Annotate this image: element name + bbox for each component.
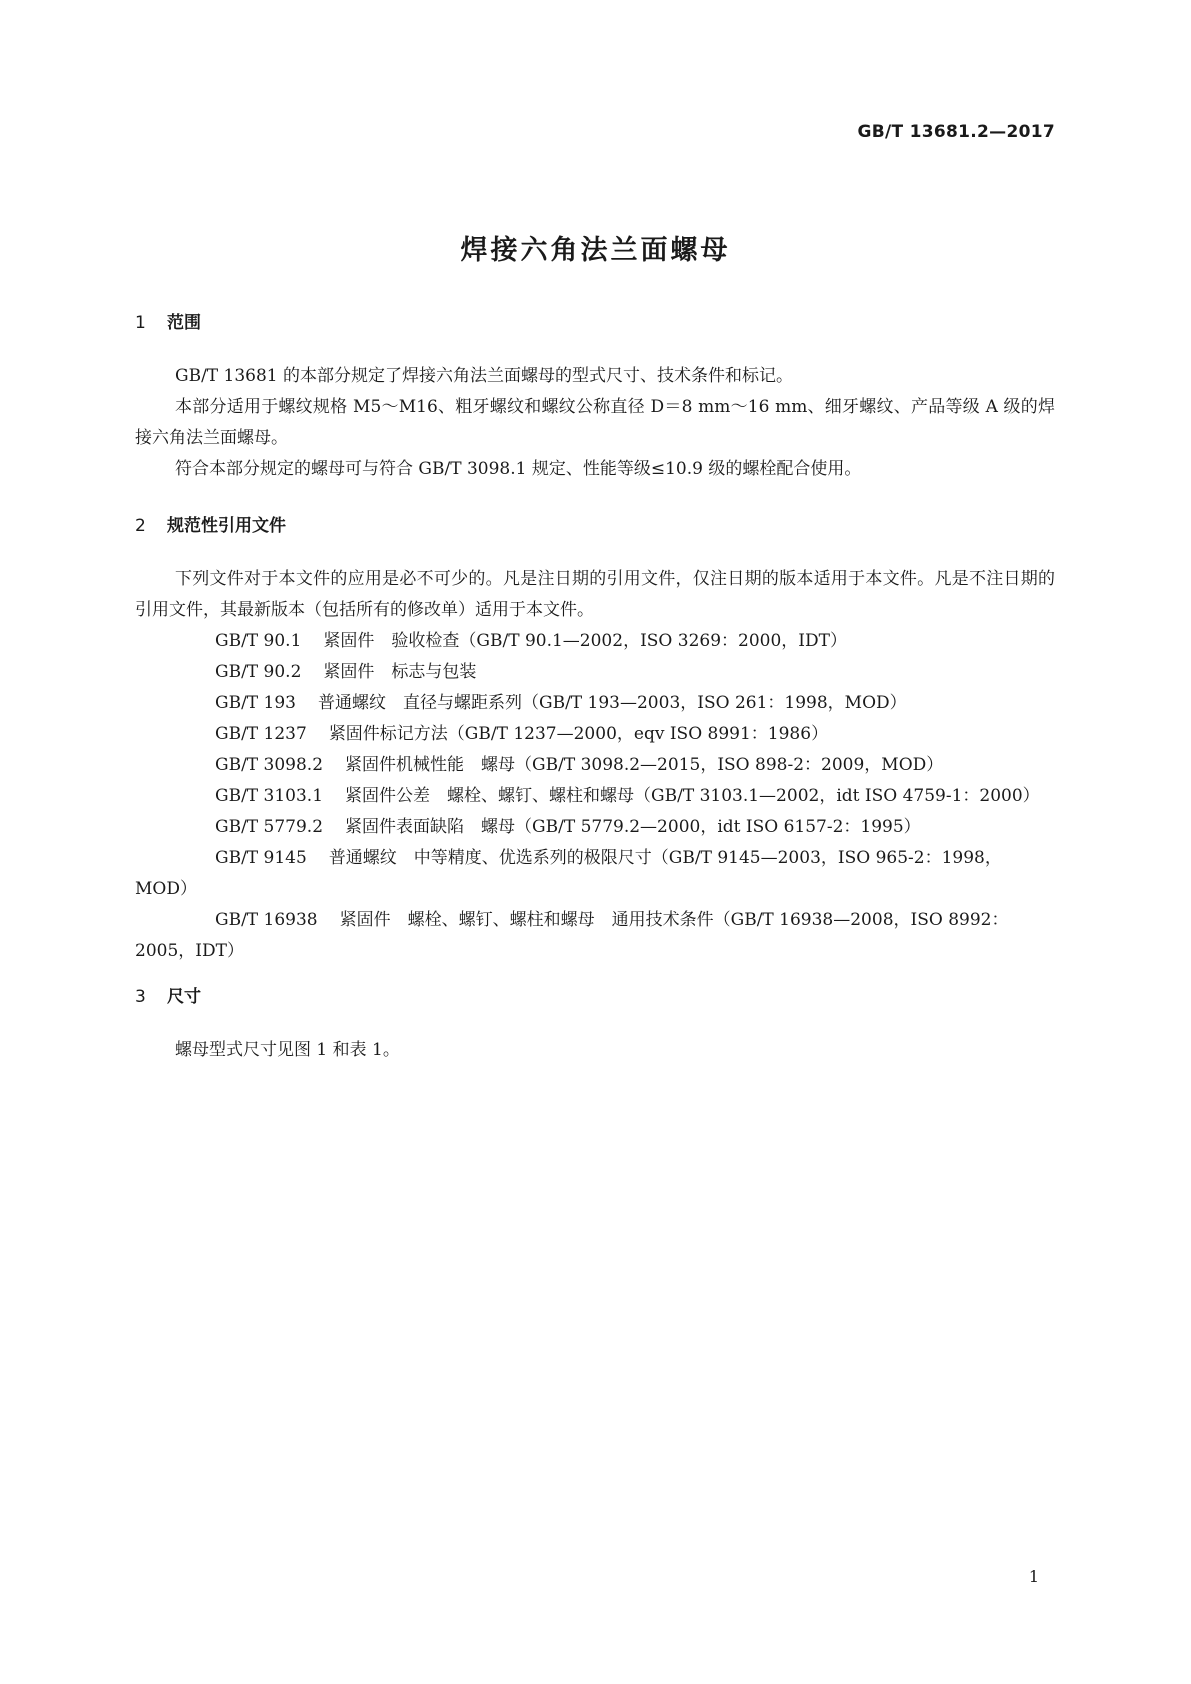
reference-item	[135, 750, 1055, 781]
reference-item	[135, 719, 1055, 750]
paragraph: 符合本部分规定的螺母可与符合 GB/T 3098.1 规定、性能等级≤10.9 级的螺栓配合使用。	[175, 459, 862, 479]
reference-title: 紧固件 标志与包装	[323, 662, 477, 682]
section-body-scope	[135, 361, 1055, 485]
section-number: 1	[135, 313, 146, 333]
reference-code: GB/T 9145	[215, 848, 307, 868]
paragraph: 下列文件对于本文件的应用是必不可少的。凡是注日期的引用文件，仅注日期的版本适用于本文件。凡是不注日期的引用文件，其最新版本（包括所有的修改单）适用于本文件。	[135, 569, 1055, 620]
section-number: 2	[135, 516, 146, 536]
reference-title: 紧固件公差 螺栓、螺钉、螺柱和螺母（GB/T 3103.1—2002，idt ISO 4759-1：2000）	[345, 786, 1040, 806]
reference-code: GB/T 5779.2	[215, 817, 324, 837]
reference-code: GB/T 3098.2	[215, 755, 324, 775]
section-title: 范围	[167, 313, 201, 333]
section-number: 3	[135, 987, 146, 1007]
reference-title: 紧固件标记方法（GB/T 1237—2000，eqv ISO 8991：1986）	[328, 724, 829, 744]
reference-title: 紧固件表面缺陷 螺母（GB/T 5779.2—2000，idt ISO 6157-2：1995）	[345, 817, 921, 837]
reference-code: GB/T 90.2	[215, 662, 302, 682]
reference-item	[135, 688, 1055, 719]
paragraph: 本部分适用于螺纹规格 M5～M16、粗牙螺纹和螺纹公称直径 D＝8 mm～16 mm、细牙螺纹、产品等级 A 级的焊接六角法兰面螺母。	[135, 397, 1055, 448]
paragraph: GB/T 13681 的本部分规定了焊接六角法兰面螺母的型式尺寸、技术条件和标记。	[175, 366, 794, 386]
reference-item	[135, 657, 1055, 688]
reference-title: 紧固件机械性能 螺母（GB/T 3098.2—2015，ISO 898-2：2009，MOD）	[345, 755, 944, 775]
reference-title: 紧固件 螺栓、螺钉、螺柱和螺母 通用技术条件（GB/T 16938—2008，ISO 8992：2005，IDT）	[135, 910, 1009, 961]
reference-title: 紧固件 验收检查（GB/T 90.1—2002，ISO 3269：2000，IDT）	[323, 631, 847, 651]
reference-code: GB/T 1237	[215, 724, 307, 744]
section-heading-dimensions	[135, 982, 201, 1007]
document-title: 焊接六角法兰面螺母	[460, 235, 731, 266]
reference-item	[135, 843, 1055, 905]
standard-code: GB/T 13681.2—2017	[857, 122, 1055, 142]
reference-code: GB/T 193	[215, 693, 296, 713]
section-title: 尺寸	[167, 987, 201, 1007]
section-body-normative-references	[135, 564, 1055, 967]
reference-title: 普通螺纹 中等精度、优选系列的极限尺寸（GB/T 9145—2003，ISO 965-2：1998，MOD）	[135, 848, 1002, 899]
section-heading-normative-references	[135, 511, 286, 536]
section-title: 规范性引用文件	[167, 516, 286, 536]
reference-code: GB/T 3103.1	[215, 786, 324, 806]
section-body-dimensions	[135, 1035, 1055, 1066]
reference-code: GB/T 16938	[215, 910, 318, 930]
page-number: 1	[1028, 1567, 1039, 1586]
reference-item	[135, 812, 1055, 843]
paragraph: 螺母型式尺寸见图 1 和表 1。	[175, 1040, 400, 1060]
reference-item	[135, 781, 1055, 812]
reference-code: GB/T 90.1	[215, 631, 302, 651]
reference-item	[135, 905, 1055, 967]
section-heading-scope	[135, 308, 201, 333]
reference-item	[135, 626, 1055, 657]
reference-title: 普通螺纹 直径与螺距系列（GB/T 193—2003，ISO 261：1998，MOD）	[318, 693, 907, 713]
